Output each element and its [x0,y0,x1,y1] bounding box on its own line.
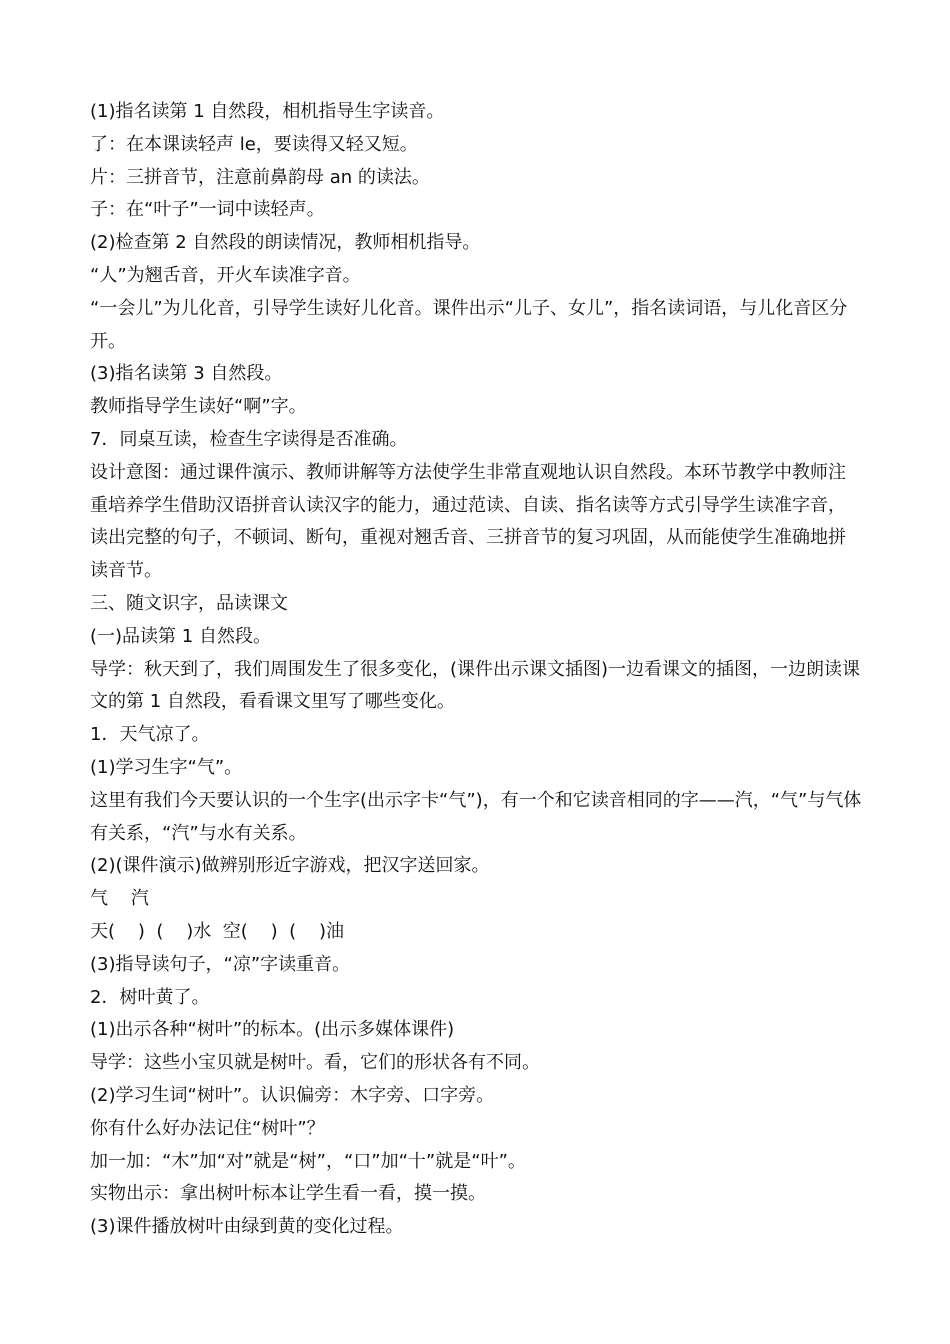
text-line: 实物出示：拿出树叶标本让学生看一看，摸一摸。 [90,1183,486,1205]
text-line: “人”为翘舌音，开火车读准字音。 [90,264,361,286]
text-line: (2)(课件演示)做辨别形近字游戏，把汉字送回家。 [90,855,490,877]
text-line: 了：在本课读轻声 le，要读得又轻又短。 [90,133,418,155]
section-heading: 三、随文识字，品读课文 [90,592,288,614]
text-line: 加一加：“木”加“对”就是“树”，“口”加“十”就是“叶”。 [90,1150,526,1172]
text-line: (3)指名读第 3 自然段。 [90,363,283,385]
text-line: (2)检查第 2 自然段的朗读情况，教师相机指导。 [90,232,481,254]
text-line: 7．同桌互读，检查生字读得是否准确。 [90,428,408,450]
document-body [90,96,862,1244]
text-line: (1)出示各种“树叶”的标本。(出示多媒体课件) [90,1019,455,1041]
text-line: 片：三拼音节，注意前鼻韵母 an 的读法。 [90,166,430,188]
exercise-characters: 气 汽 [90,888,149,910]
text-paragraph: 这里有我们今天要认识的一个生字(出示字卡“气”)，有一个和它读音相同的字——汽，“气”与气体有关系，“汽”与水有关系。 [90,789,862,844]
text-line: 子：在“叶子”一词中读轻声。 [90,199,325,221]
text-line: (3)指导读句子，“凉”字读重音。 [90,953,351,975]
text-paragraph: 导学：秋天到了，我们周围发生了很多变化，(课件出示课文插图)一边看课文的插图，一边朗读课文的第 1 自然段，看看课文里写了哪些变化。 [90,658,861,713]
exercise-blanks: 天( ) ( )水 空( ) ( )油 [90,920,345,942]
text-line: (1)学习生字“气”。 [90,756,243,778]
text-line: (1)指名读第 1 自然段，相机指导生字读音。 [90,101,445,122]
design-intent-paragraph: 设计意图：通过课件演示、教师讲解等方法使学生非常直观地认识自然段。本环节教学中教师注重培养学生借助汉语拼音认读汉字的能力，通过范读、自读、指名读等方式引导学生读准字音，读出完整的句子，不顿词、断句，重视对翘舌音、三拼音节的复习巩固，从而能使学生准确地拼读音节。 [90,461,846,582]
text-line: 教师指导学生读好“啊”字。 [90,396,307,418]
text-paragraph: “一会儿”为儿化音，引导学生读好儿化音。课件出示“儿子、女儿”，指名读词语，与儿化音区分开。 [90,297,848,352]
text-line: 1．天气凉了。 [90,724,210,746]
text-line: 你有什么好办法记住“树叶”？ [90,1117,325,1139]
text-line: 2．树叶黄了。 [90,986,210,1008]
text-line: 导学：这些小宝贝就是树叶。看，它们的形状各有不同。 [90,1052,540,1074]
text-line: (2)学习生词“树叶”。认识偏旁：木字旁、口字旁。 [90,1084,495,1106]
subsection-heading: (一)品读第 1 自然段。 [90,625,271,647]
text-line: (3)课件播放树叶由绿到黄的变化过程。 [90,1216,404,1238]
